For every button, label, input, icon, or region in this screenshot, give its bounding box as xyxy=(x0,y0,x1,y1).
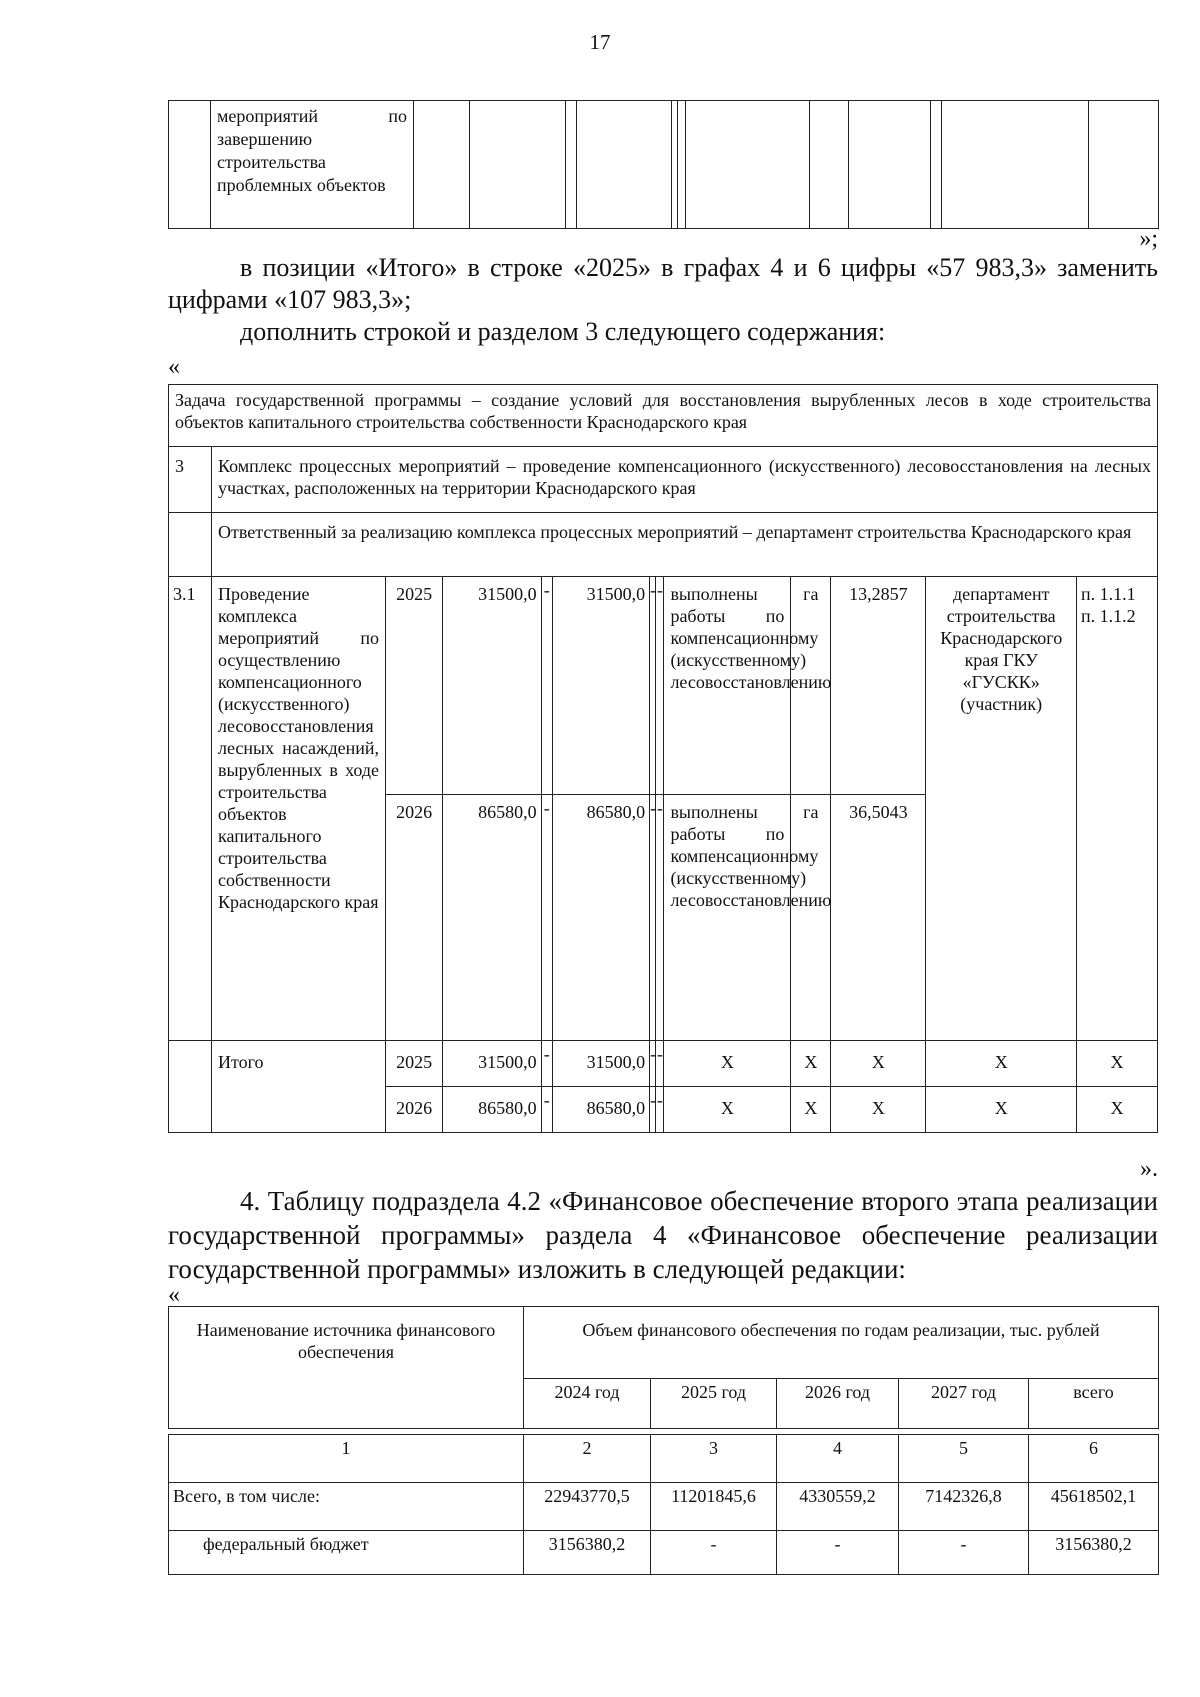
row-name: Проведение комплекса мероприятий по осуществлению компенсационного (искусственного) лесовосстановления лесных насаждений, вырубленных в ходе строительства объектов капитального строительства собственности Краснодарского края xyxy=(211,577,385,1041)
total-year-2025: 2025 xyxy=(386,1041,443,1087)
x-unit-2025: Х xyxy=(791,1041,831,1087)
x-executor-2025: Х xyxy=(926,1041,1076,1087)
opening-quote: « xyxy=(168,354,180,380)
column-number: 3 xyxy=(651,1435,777,1483)
x-value-2025: Х xyxy=(831,1041,926,1087)
unit-2026: га xyxy=(791,795,831,1041)
column-number: 6 xyxy=(1029,1435,1159,1483)
table-row xyxy=(169,1531,1159,1575)
row-value: 11201845,6 xyxy=(651,1483,777,1531)
federal-2026: - xyxy=(541,795,552,1041)
row-number: 3.1 xyxy=(169,577,212,1041)
task-title: Задача государственной программы – создание условий для восстановления вырубленных лесов в ходе строительства объектов капитального строительства собственности Краснодарского края xyxy=(169,385,1158,447)
value-2026: 36,5043 xyxy=(831,795,926,1041)
row-value: - xyxy=(777,1531,899,1575)
year-header-2025: 2025 год xyxy=(651,1379,777,1429)
finance-table xyxy=(168,1306,1159,1429)
result-2025: выполнены работы по компенсационному (искусственному) лесовосстановлению xyxy=(664,577,791,795)
total-federal-2025: - xyxy=(541,1041,552,1087)
total-local-2026: - xyxy=(650,1087,656,1133)
year-header-2026: 2026 год xyxy=(777,1379,899,1429)
x-result-2026: Х xyxy=(664,1087,791,1133)
paragraph-replace-totals: в позиции «Итого» в строке «2025» в графах 4 и 6 цифры «57 983,3» заменить цифрами «107 983,3»; xyxy=(168,253,1158,314)
executor: департамент строительства Краснодарского края ГКУ «ГУСКК» (участник) xyxy=(926,577,1076,1041)
complex-title: Комплекс процессных мероприятий – проведение компенсационного (искусственного) лесовосстановления на лесных участках, расположенных на территории Краснодарского края xyxy=(211,447,1157,513)
year-header-total: всего xyxy=(1029,1379,1159,1429)
row-name: федеральный бюджет xyxy=(169,1531,524,1575)
value-2025: 13,2857 xyxy=(831,577,926,795)
total-local-2025: - xyxy=(650,1041,656,1087)
complex-number: 3 xyxy=(169,447,212,513)
row-value: 22943770,5 xyxy=(524,1483,651,1531)
x-result-2025: Х xyxy=(664,1041,791,1087)
row-name: Всего, в том числе: xyxy=(169,1483,524,1531)
source-header: Наименование источника финансового обеспечения xyxy=(169,1307,524,1429)
row-value: - xyxy=(899,1531,1029,1575)
x-unit-2026: Х xyxy=(791,1087,831,1133)
total-regional-2025: 31500,0 xyxy=(552,1041,649,1087)
unit-2025: га xyxy=(791,577,831,795)
volume-header: Объем финансового обеспечения по годам реализации, тыс. рублей xyxy=(524,1307,1159,1379)
regional-2026: 86580,0 xyxy=(552,795,649,1041)
carryover-cell-number xyxy=(169,101,211,229)
total-2026: 86580,0 xyxy=(443,795,541,1041)
x-reference-2025: Х xyxy=(1076,1041,1157,1087)
paragraph-finance-table: 4. Таблицу подраздела 4.2 «Финансовое обеспечение второго этапа реализации государственной программы» раздела 4 «Финансовое обеспечение реализации государственной программы» изложить в следующей редакции: xyxy=(168,1186,1158,1284)
year-header-2027: 2027 год xyxy=(899,1379,1029,1429)
references xyxy=(1076,577,1157,1041)
column-number: 4 xyxy=(777,1435,899,1483)
column-number: 2 xyxy=(524,1435,651,1483)
column-number: 5 xyxy=(899,1435,1029,1483)
closing-quote: ». xyxy=(1140,1156,1158,1182)
opening-quote: « xyxy=(168,1282,180,1308)
reference-1: п. 1.1.1 xyxy=(1080,584,1136,604)
row-value: 45618502,1 xyxy=(1029,1483,1159,1531)
regional-2025: 31500,0 xyxy=(552,577,649,795)
total-sum-2026: 86580,0 xyxy=(443,1087,541,1133)
section3-table xyxy=(168,384,1158,1133)
total-extra-2025: - xyxy=(656,1041,664,1087)
total-extra-2026: - xyxy=(656,1087,664,1133)
closing-quote: »; xyxy=(1139,226,1158,252)
reference-2: п. 1.1.2 xyxy=(1080,606,1136,626)
extra-2026: - xyxy=(656,795,664,1041)
responsible-line: Ответственный за реализацию комплекса процессных мероприятий – департамент строительства Краснодарского края xyxy=(211,513,1157,577)
x-value-2026: Х xyxy=(831,1087,926,1133)
extra-2025: - xyxy=(656,577,664,795)
total-label: Итого xyxy=(211,1041,385,1133)
row-value: 4330559,2 xyxy=(777,1483,899,1531)
row-value: 3156380,2 xyxy=(524,1531,651,1575)
local-2026: - xyxy=(650,795,656,1041)
total-year-2026: 2026 xyxy=(386,1087,443,1133)
row-value: 7142326,8 xyxy=(899,1483,1029,1531)
total-regional-2026: 86580,0 xyxy=(552,1087,649,1133)
carryover-table xyxy=(168,100,1159,229)
x-executor-2026: Х xyxy=(926,1087,1076,1133)
page-number: 17 xyxy=(589,30,611,54)
carryover-cell-text: мероприятий по завершению строительства проблемных объектов xyxy=(211,101,414,229)
finance-table-body xyxy=(168,1434,1159,1575)
x-reference-2026: Х xyxy=(1076,1087,1157,1133)
table-row xyxy=(169,1483,1159,1531)
row-value: 3156380,2 xyxy=(1029,1531,1159,1575)
row-value: - xyxy=(651,1531,777,1575)
total-federal-2026: - xyxy=(541,1087,552,1133)
result-2026: выполнены работы по компенсационному (искусственному) лесовосстановлению xyxy=(664,795,791,1041)
year-2026: 2026 xyxy=(386,795,443,1041)
paragraph-add-section: дополнить строкой и разделом 3 следующего содержания: xyxy=(240,317,886,346)
total-2025: 31500,0 xyxy=(443,577,541,795)
column-number: 1 xyxy=(169,1435,524,1483)
federal-2025: - xyxy=(541,577,552,795)
total-sum-2025: 31500,0 xyxy=(443,1041,541,1087)
local-2025: - xyxy=(650,577,656,795)
year-header-2024: 2024 год xyxy=(524,1379,651,1429)
year-2025: 2025 xyxy=(386,577,443,795)
